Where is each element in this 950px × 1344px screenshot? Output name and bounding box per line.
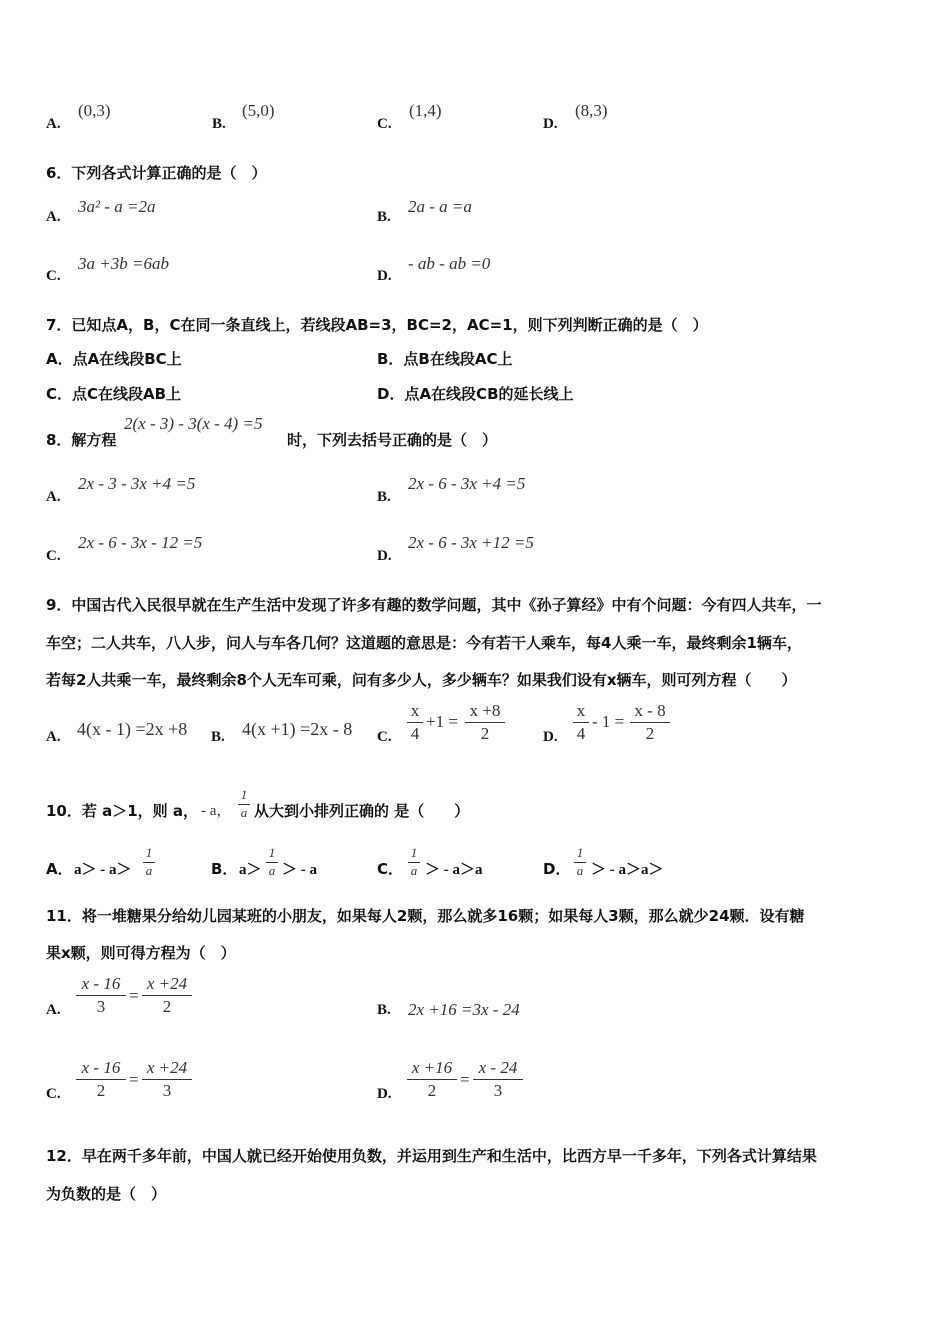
q11-option-a-label: A. — [46, 1002, 61, 1018]
q8-option-b-label: B. — [377, 489, 391, 505]
q9-option-d-lhs-num: x — [576, 701, 586, 720]
q10-option-c-tail: ＞ - a＞a — [425, 862, 483, 878]
q6-option-a-expr: 3a² - a =2a — [78, 197, 156, 216]
q11-option-d-lhs-num: x +16 — [411, 1058, 453, 1077]
q6-option-d-expr: - ab - ab =0 — [408, 254, 491, 273]
q9-option-c-rhs-fraction — [465, 701, 505, 743]
q11-option-b-expr: 2x +16 =3x - 24 — [408, 1000, 520, 1019]
q7-option-c: C．点C在线段AB上 — [46, 385, 182, 403]
q10-option-b-fraction — [266, 846, 278, 879]
q11-option-a-equals: = — [129, 986, 139, 1005]
q10-stem-fraction — [238, 788, 250, 821]
q5-option-d-value: (8,3) — [575, 101, 608, 120]
q10-option-c-frac-num: 1 — [410, 845, 418, 860]
q8-option-b-expr: 2x - 6 - 3x +4 =5 — [408, 474, 526, 493]
q9-option-c-rhs-num: x +8 — [469, 701, 501, 720]
q9-option-a-expr: 4(x - 1) =2x +8 — [77, 719, 188, 739]
q10-stem-frac-num: 1 — [240, 787, 248, 802]
q9-option-c-lhs-den: 4 — [410, 723, 420, 743]
q8-option-c-expr: 2x - 6 - 3x - 12 =5 — [78, 533, 203, 552]
q5-option-a-label: A. — [46, 116, 61, 132]
q10-option-c-label: C． — [377, 860, 404, 878]
q9-option-d-label: D. — [543, 729, 558, 745]
q9-option-b-label: B. — [211, 729, 225, 745]
q11-option-c-lhs-den: 2 — [96, 1080, 106, 1100]
q10-option-b-tail: ＞ - a — [282, 862, 317, 878]
q8-stem-post: 时，下列去括号正确的是（ ） — [287, 431, 498, 449]
q7-stem: 7．已知点A，B，C在同一条直线上，若线段AB=3，BC=2，AC=1，则下列判断正确的是（ ） — [46, 316, 708, 334]
q8-option-d-expr: 2x - 6 - 3x +12 =5 — [408, 533, 534, 552]
q11-option-d-rhs-fraction — [473, 1058, 523, 1100]
q9-option-c-rhs-den: 2 — [480, 723, 490, 743]
q10-option-b-frac-den: a — [268, 862, 276, 878]
q9-option-d-rhs-den: 2 — [645, 723, 655, 743]
q6-option-c-label: C. — [46, 268, 61, 284]
q8-option-a-label: A. — [46, 489, 61, 505]
q10-option-a-label: A． — [46, 860, 73, 878]
q11-option-d-equals: = — [460, 1070, 470, 1089]
q10-stem-post: 从大到小排列正确的 是（ ） — [254, 802, 470, 820]
q11-option-c-rhs-fraction — [142, 1058, 192, 1100]
q11-option-d-lhs-fraction — [407, 1058, 457, 1100]
q11-option-c-rhs-num: x +24 — [146, 1058, 188, 1077]
q11-option-a-lhs-num: x - 16 — [81, 974, 121, 993]
q9-line-2: 车空；二人共车，八人步，问人与车各几何？这道题的意思是：今有若干人乘车，每4人乘一车，最终剩余1辆车， — [46, 634, 802, 652]
q10-option-a-frac-den: a — [145, 862, 153, 878]
q11-option-c-equals: = — [129, 1070, 139, 1089]
q6-option-b-label: B. — [377, 209, 391, 225]
q5-option-b-value: (5,0) — [242, 101, 275, 120]
q6-option-b-expr: 2a - a =a — [408, 197, 472, 216]
q9-option-d-lhs-den: 4 — [576, 723, 586, 743]
q7-option-d: D．点A在线段CB的延长线上 — [377, 385, 574, 403]
q7-option-a: A．点A在线段BC上 — [46, 350, 182, 368]
q11-option-a-rhs-den: 2 — [162, 996, 172, 1016]
q11-option-b-label: B. — [377, 1002, 391, 1018]
q10-option-a-text: a＞ - a＞ — [74, 862, 132, 878]
q6-option-c-expr: 3a +3b =6ab — [78, 254, 169, 273]
q11-option-a-rhs-num: x +24 — [146, 974, 188, 993]
q10-stem-frac-den: a — [240, 804, 248, 820]
q9-option-c-lhs-fraction — [407, 701, 423, 743]
q8-equation: 2(x - 3) - 3(x - 4) =5 — [124, 414, 263, 433]
q11-option-a-rhs-fraction — [142, 974, 192, 1016]
q5-option-c-label: C. — [377, 116, 392, 132]
q9-option-c-lhs-rest: +1 = — [426, 712, 458, 731]
q10-option-a-frac-num: 1 — [145, 845, 153, 860]
q6-option-a-label: A. — [46, 209, 61, 225]
q10-option-c-frac-den: a — [410, 862, 418, 878]
q8-option-c-label: C. — [46, 548, 61, 564]
q5-option-a-value: (0,3) — [78, 101, 111, 120]
q10-option-d-frac-num: 1 — [576, 845, 584, 860]
q11-option-c-rhs-den: 3 — [162, 1080, 172, 1100]
q10-option-b-frac-num: 1 — [268, 845, 276, 860]
q5-option-d-label: D. — [543, 116, 558, 132]
q11-option-d-lhs-den: 2 — [427, 1080, 437, 1100]
q8-option-d-label: D. — [377, 548, 392, 564]
q5-option-b-label: B. — [212, 116, 226, 132]
q12-line-1: 12．早在两千多年前，中国人就已经开始使用负数，并运用到生产和生活中，比西方早一千多年，下列各式计算结果 — [46, 1147, 817, 1165]
q8-stem-pre: 8．解方程 — [46, 431, 117, 449]
q9-option-d-rhs-fraction — [630, 701, 670, 743]
q9-option-d-lhs-rest: - 1 = — [592, 712, 625, 731]
q10-option-d-frac-den: a — [576, 862, 584, 878]
q9-option-d-lhs-fraction — [573, 701, 589, 743]
q10-option-d-tail: ＞ - a＞a＞ — [591, 862, 664, 878]
q9-option-b-expr: 4(x +1) =2x - 8 — [242, 719, 353, 739]
q10-stem-pre: 10．若 a＞1，则 a， — [46, 802, 199, 820]
q6-stem: 6．下列各式计算正确的是（ ） — [46, 164, 267, 182]
q9-option-a-label: A. — [46, 729, 61, 745]
q11-option-c-lhs-fraction — [76, 1058, 126, 1100]
q11-option-c-label: C. — [46, 1086, 61, 1102]
q11-line-2: 果x颗，则可得方程为（ ） — [46, 944, 236, 962]
q9-option-c-lhs-num: x — [410, 701, 420, 720]
q9-option-c-label: C. — [377, 729, 392, 745]
q11-option-d-rhs-den: 3 — [493, 1080, 503, 1100]
q10-option-d-fraction — [574, 846, 586, 879]
q11-line-1: 11．将一堆糖果分给幼儿园某班的小朋友，如果每人2颗，那么就多16颗；如果每人3颗，那么就少24颗．设有糖 — [46, 907, 805, 925]
q7-option-b: B．点B在线段AC上 — [377, 350, 513, 368]
q8-option-a-expr: 2x - 3 - 3x +4 =5 — [78, 474, 196, 493]
q9-option-d-rhs-num: x - 8 — [634, 701, 666, 720]
q11-option-a-lhs-den: 3 — [96, 996, 106, 1016]
q10-option-b-text: a＞ — [239, 862, 262, 878]
q11-option-c-lhs-num: x - 16 — [81, 1058, 121, 1077]
q9-line-1: 9．中国古代入民很早就在生产生活中发现了许多有趣的数学问题，其中《孙子算经》中有个问题：今有四人共车，一 — [46, 596, 822, 614]
q10-option-d-label: D． — [543, 860, 571, 878]
q10-option-c-fraction — [408, 846, 420, 879]
q6-option-d-label: D. — [377, 268, 392, 284]
q5-option-c-value: (1,4) — [409, 101, 442, 120]
q12-line-2: 为负数的是（ ） — [46, 1185, 167, 1203]
q10-option-b-label: B． — [211, 860, 238, 878]
q11-option-a-lhs-fraction — [76, 974, 126, 1016]
q9-line-3: 若每2人共乘一车，最终剩余8个人无车可乘，问有多少人，多少辆车？如果我们设有x辆车，则可列方程（ ） — [46, 671, 797, 689]
q10-neg-a: - a， — [201, 803, 232, 819]
q11-option-d-rhs-num: x - 24 — [478, 1058, 518, 1077]
q10-option-a-fraction — [143, 846, 155, 879]
q11-option-d-label: D. — [377, 1086, 392, 1102]
